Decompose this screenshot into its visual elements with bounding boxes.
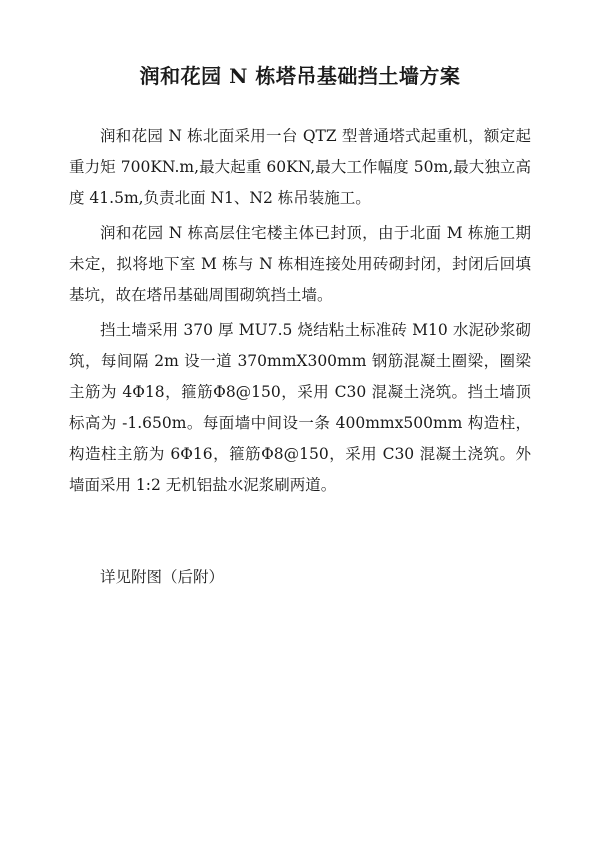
paragraph-background: 润和花园 N 栋高层住宅楼主体已封顶，由于北面 M 栋施工期未定，拟将地下室 M 栋与 N 栋相连接处用砖砌封闭，封闭后回填基坑，故在塔吊基础周围砌筑挡土墙。 bbox=[69, 224, 531, 304]
attachment-note: 详见附图（后附） bbox=[100, 568, 225, 586]
paragraph-wall-construction: 挡土墙采用 370 厚 MU7.5 烧结粘土标准砖 M10 水泥砂浆砌筑，每间隔 2m 设一道 370mmX300mm 钢筋混凝土圈梁，圈梁主筋为 4Φ18，箍筋Φ8@150，采用 C30 混凝土浇筑。挡土墙顶标高为 -1.650m。每面墙中间设一条 400mmx500mm 构造柱，构造柱主筋为 6Φ16，箍筋Φ8@150，采用 C30 混凝土浇筑。外墙面采用 1:2 无机铝盐水泥浆刷两道。 bbox=[69, 321, 531, 494]
paragraph-crane-spec: 润和花园 N 栋北面采用一台 QTZ 型普通塔式起重机，额定起重力矩 700KN.m,最大起重 60KN,最大工作幅度 50m,最大独立高度 41.5m,负责北面 N1、N2 栋吊装施工。 bbox=[69, 127, 531, 207]
document-body bbox=[69, 121, 531, 505]
document-title: 润和花园 N 栋塔吊基础挡土墙方案 bbox=[139, 64, 461, 88]
